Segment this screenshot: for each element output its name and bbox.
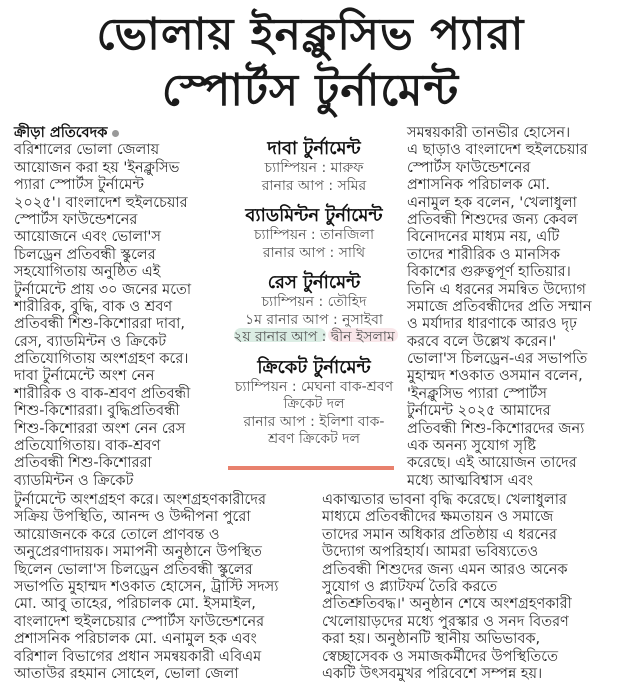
result-line: রানার আপ : সমির	[261, 177, 367, 194]
headline-line-1: ভোলায় ইনক্লুসিভ প্যারা	[96, 9, 525, 60]
text-line: প্রতিবন্ধী শিশু-কিশোররা	[14, 455, 152, 472]
text-line: টুর্নামেন্ট ২০২৫ আমাদের	[407, 403, 551, 420]
byline-text: ক্রীড়া প্রতিবেদক	[14, 125, 108, 141]
text-line: প্রতিযোগিতায়। বাক-শ্রবণ	[14, 438, 161, 455]
result-line: ১ম রানার আপ : নুসাইবা	[245, 311, 383, 328]
text-line: এনামুল হক বলেন, 'খেলাধুলা	[407, 194, 577, 211]
result-title: ক্রিকেট টুর্নামেন্ট	[257, 356, 371, 378]
text-line: এ ছাড়াও বাংলাদেশ হুইলচেয়ার	[407, 142, 588, 159]
text-line: বরিশালের ভোলা জেলায়	[14, 142, 160, 159]
text-line: ব্যাডমিন্টন ও ক্রিকেট	[14, 472, 134, 489]
text-line: একটি উৎসবমুখর পরিবেশে সম্পন্ন হয়।	[322, 665, 543, 682]
text-line: টুর্নামেন্টে প্রায় ৩০ জনের মতো	[14, 281, 192, 298]
text-line: প্রতিশ্রুতিবদ্ধ।' অনুষ্ঠান শেষে অংশগ্রহণকারী	[322, 596, 572, 613]
text-line: প্রতিবন্ধী শিশু-কিশোররা দাবা,	[14, 316, 185, 333]
text-line: ২০২৫'। বাংলাদেশ হুইলচেয়ার	[14, 194, 188, 211]
text-line: আয়োজন করা হয় 'ইনক্লুসিভ	[14, 159, 180, 176]
result-line: রানার আপ : ইলিশা বাক-	[243, 413, 385, 430]
text-line: মো. আবু তাহের, পরিচালক মো. ইসমাইল,	[14, 596, 256, 613]
text-line: তাদের শারীরিক ও মানসিক	[407, 246, 560, 263]
text-line: সক্রিয় উপস্থিতি, আনন্দ ও উদ্দীপনা পুরো	[14, 509, 251, 526]
text-line: 'ইনক্লুসিভ প্যারা স্পোর্টস	[407, 385, 547, 402]
text-line: খেলোয়াড়দের মধ্যে পুরস্কার ও সনদ বিতরণ	[322, 613, 569, 630]
bottom-right-column	[322, 492, 617, 683]
text-line: প্রতিযোগিতায় অংশগ্রহণ করে।	[14, 351, 189, 368]
result-line: ২য় রানার আপ : দ্বীন ইসলাম	[233, 329, 395, 345]
text-line: সভাপতি মুহাম্মদ শওকাত হোসেন, ট্রাস্টি সদস্য	[14, 578, 279, 595]
text-line: বিকাশের গুরুত্বপূর্ণ হাতিয়ার।	[407, 264, 571, 281]
text-line: মাধ্যমে প্রতিবন্ধীদের ক্ষমতায়ন ও সমাজে	[322, 509, 554, 526]
text-line: স্পোর্টস ফাউন্ডেশনের	[14, 211, 138, 228]
text-line: করেছে। এই আয়োজন তাদের	[407, 455, 577, 472]
bullet-dot-icon	[112, 130, 119, 137]
text-line: প্রশাসনিক পরিচালক মো.	[407, 177, 551, 194]
result-section	[228, 138, 400, 195]
result-line: চ্যাম্পিয়ন : তৌহিদ	[261, 294, 367, 310]
result-line: চ্যাম্পিয়ন : মেঘনা বাক-শ্রবণ	[234, 378, 394, 395]
text-line: প্রতিবন্ধী শিশু-কিশোরদের জন্য	[407, 420, 585, 437]
result-line: ক্রিকেট দল	[283, 396, 345, 412]
right-column	[407, 125, 617, 490]
result-section	[228, 205, 400, 262]
text-line: তিনি এ ধরনের সমন্বিত উদ্যোগ	[407, 281, 586, 298]
text-line: বিনোদনের মাধ্যম নয়, এটি	[407, 229, 560, 246]
result-line: চ্যাম্পিয়ন : মারুফ	[264, 160, 364, 176]
text-line: সমাজে প্রতিবন্ধীদের প্রতি সম্মান	[407, 298, 592, 315]
text-line: শিশু-কিশোররা। বুদ্ধিপ্রতিবন্ধী	[14, 403, 180, 420]
text-line: প্রশাসনিক পরিচালক মো. এনামুল হক এবং	[14, 631, 257, 648]
text-line: প্যারা স্পোর্টস টুর্নামেন্ট	[14, 177, 144, 194]
text-line: দাবা টুর্নামেন্টে অংশ নেন	[14, 368, 155, 385]
text-line: উদ্যোগ অপরিহার্য। আমরা ভবিষ্যতেও	[322, 544, 539, 561]
result-section	[228, 357, 400, 449]
text-line: আতাউর রহমান সোহেল, ভোলা জেলা	[14, 665, 239, 682]
text-line: করা হয়। অনুষ্ঠানটি স্থানীয় অভিভাবক,	[322, 631, 541, 648]
left-column	[14, 125, 226, 490]
results-divider	[228, 466, 394, 470]
text-line: প্রতিবন্ধী শিশুদের জন্য এমন আরও অনেক	[322, 561, 568, 578]
text-line: তাদের সমান অধিকার প্রতিষ্ঠায় এ ধরনের	[322, 526, 557, 543]
result-section	[228, 272, 400, 347]
text-line: সহযোগিতায় অনুষ্ঠিত এই	[14, 264, 161, 281]
text-line: চিলড্রেন প্রতিবন্ধী স্কুলের	[14, 246, 156, 263]
text-line: মুহাম্মদ শওকাত ওসমান বলেন,	[407, 368, 583, 385]
text-line: বাংলাদেশ হুইলচেয়ার স্পোর্টস ফাউন্ডেশনের	[14, 613, 265, 630]
text-line: স্পোর্টস ফাউন্ডেশনের	[407, 159, 531, 176]
text-line: অনুপ্রেরণাদায়ক। সমাপনী অনুষ্ঠানে উপস্থিত	[14, 544, 262, 561]
text-line: প্রতিবন্ধী শিশুদের জন্য কেবল	[407, 211, 578, 228]
text-line: একাত্মতার ভাবনা বৃদ্ধি করেছে। খেলাধুলার	[322, 492, 567, 508]
text-line: শারীরিক, বুদ্ধি, বাক ও শ্রবণ	[14, 298, 173, 315]
result-line: চ্যাম্পিয়ন : তানজিলা	[253, 227, 375, 243]
results-box	[228, 138, 400, 459]
result-title: দাবা টুর্নামেন্ট	[267, 138, 361, 159]
text-line: টুর্নামেন্টে অংশগ্রহণ করে। অংশগ্রহণকারীদের	[14, 492, 266, 508]
text-line: ছিলেন ভোলা'স চিলড্রেন প্রতিবন্ধী স্কুলের	[14, 561, 253, 578]
result-title: ব্যাডমিন্টন টুর্নামেন্ট	[245, 205, 383, 226]
text-line: বরিশাল বিভাগের প্রধান সমন্বয়কারী এবিএম	[14, 648, 262, 665]
text-line: এক অনন্য সুযোগ সৃষ্টি	[407, 438, 536, 455]
text-line: আয়োজনে এবং ভোলা'স	[14, 229, 161, 246]
byline	[14, 125, 226, 142]
text-line: শারীরিক ও বাক-শ্রবণ প্রতিবন্ধী	[14, 385, 191, 402]
bottom-left-column	[14, 492, 319, 683]
result-line: শ্রবণ ক্রিকেট দল	[268, 431, 360, 447]
text-line: রেস, ব্যাডমিন্টন ও ক্রিকেট	[14, 333, 167, 350]
text-line: সমন্বয়কারী তানভীর হোসেন।	[407, 125, 571, 141]
result-title: রেস টুর্নামেন্ট	[267, 272, 361, 293]
text-line: ভোলা'স চিলড্রেন-এর সভাপতি	[407, 351, 588, 368]
text-line: শিশু-কিশোররা অংশ নেন রেস	[14, 420, 186, 437]
text-line: সুযোগ ও প্ল্যাটফর্ম তৈরি করতে	[322, 578, 498, 595]
result-line: রানার আপ : সাথি	[262, 244, 366, 261]
text-line: করবে বলে উল্লেখ করেন।'	[407, 333, 557, 350]
text-line: আয়োজনকে করে তোলে প্রাণবন্ত ও	[14, 526, 220, 543]
text-line: মধ্যে আত্মবিশ্বাস এবং	[407, 472, 533, 489]
headline-line-2: স্পোর্টস টুর্নামেন্ট	[161, 65, 460, 116]
text-line: স্বেচ্ছাসেবক ও সমাজকর্মীদের উপস্থিতিতে	[322, 648, 558, 665]
text-line: ও মর্যাদার ধারণাকে আরও দৃঢ়	[407, 316, 577, 333]
